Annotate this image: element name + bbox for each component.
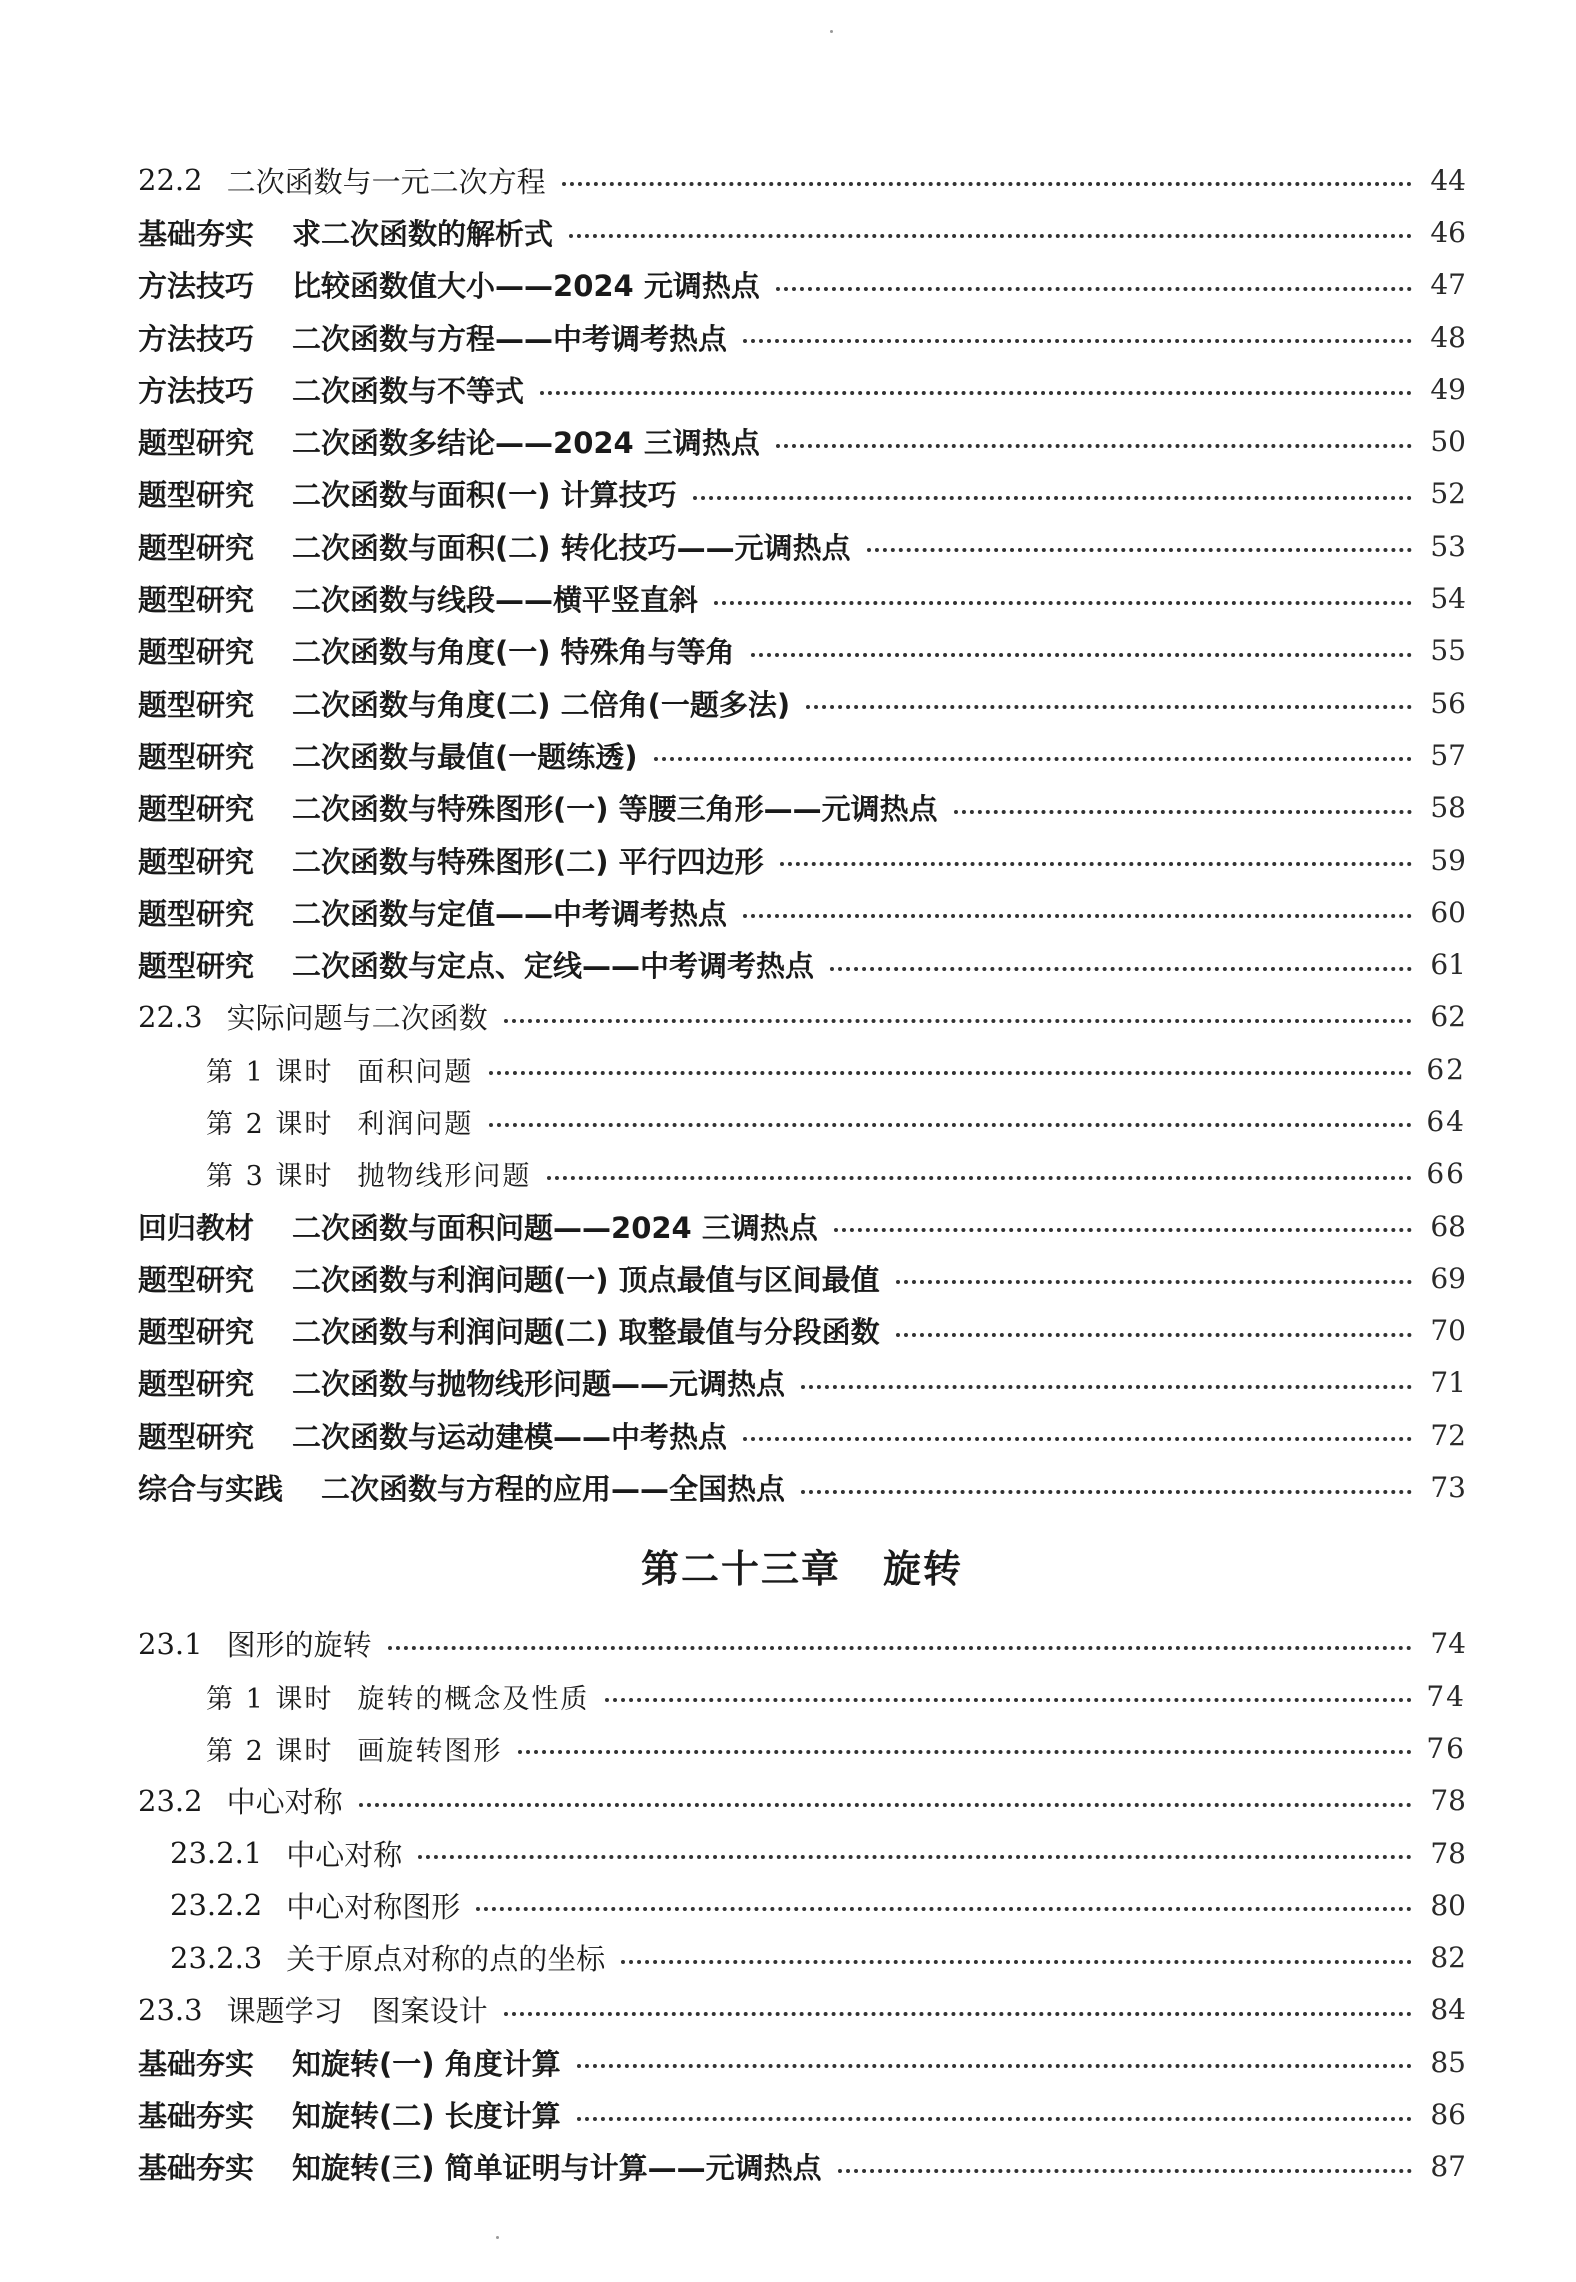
toc-entry-label: 22.3 <box>138 999 203 1034</box>
toc-entry-label: 方法技巧 <box>138 269 255 304</box>
toc-entry-page-number: 64 <box>1426 1104 1466 1138</box>
dot-leader <box>693 496 1412 500</box>
toc-entry-label: 综合与实践 <box>138 1472 284 1507</box>
toc-entry-label: 题型研究 <box>138 896 255 931</box>
table-of-contents <box>138 154 1466 2193</box>
toc-entry-page-number: 68 <box>1430 1209 1466 1243</box>
toc-entry-title: 关于原点对称的点的坐标 <box>286 1942 606 1977</box>
dot-leader <box>569 234 1412 238</box>
toc-entry-title: 二次函数与角度(二) 二倍角(一题多法) <box>292 687 791 722</box>
toc-entry-label: 方法技巧 <box>138 373 255 408</box>
toc-entry-label: 基础夯实 <box>138 2099 255 2134</box>
toc-entry-page-number: 44 <box>1430 163 1466 197</box>
dot-leader <box>388 1646 1412 1650</box>
toc-entry <box>138 834 1466 886</box>
toc-entry-title: 二次函数与定值——中考调考热点 <box>292 896 728 931</box>
toc-entry <box>138 154 1466 206</box>
toc-entry-page-number: 80 <box>1430 1888 1466 1922</box>
toc-entry-page-number: 62 <box>1430 1000 1466 1034</box>
toc-entry-label: 第 2 课时 <box>206 1735 334 1767</box>
dot-leader <box>418 1855 1412 1859</box>
toc-entry-label: 题型研究 <box>138 1419 255 1454</box>
toc-entry <box>138 1409 1466 1461</box>
toc-entry <box>138 886 1466 938</box>
toc-entry-page-number: 82 <box>1430 1941 1466 1975</box>
dot-leader <box>780 862 1412 866</box>
toc-entry-label: 23.2 <box>138 1783 203 1818</box>
toc-entry-label: 题型研究 <box>138 844 255 879</box>
toc-entry-label: 题型研究 <box>138 478 255 513</box>
toc-entry-page-number: 53 <box>1430 529 1466 563</box>
toc-entry-page-number: 56 <box>1430 686 1466 720</box>
dot-leader <box>751 653 1412 657</box>
toc-entry-label: 题型研究 <box>138 635 255 670</box>
dot-leader <box>504 2012 1412 2016</box>
dot-leader <box>896 1333 1412 1337</box>
toc-entry <box>138 1618 1466 1670</box>
toc-entry-title: 二次函数多结论——2024 三调热点 <box>292 426 760 461</box>
toc-entry-label: 23.2.1 <box>170 1836 263 1871</box>
toc-entry <box>138 1670 1466 1722</box>
toc-entry <box>138 2036 1466 2088</box>
dot-leader <box>540 391 1412 395</box>
toc-entry-page-number: 70 <box>1430 1314 1466 1348</box>
toc-entry-page-number: 69 <box>1430 1261 1466 1295</box>
toc-entry-title: 二次函数与面积(一) 计算技巧 <box>292 478 677 513</box>
toc-entry-page-number: 85 <box>1430 2045 1466 2079</box>
toc-entry-page-number: 47 <box>1430 268 1466 302</box>
toc-entry <box>138 677 1466 729</box>
dot-leader <box>954 810 1412 814</box>
dot-leader <box>776 444 1412 448</box>
toc-entry-title: 抛物线形问题 <box>357 1161 532 1193</box>
toc-entry-title: 二次函数与面积问题——2024 三调热点 <box>292 1210 818 1245</box>
dot-leader <box>359 1803 1412 1807</box>
dot-leader <box>518 1750 1412 1754</box>
toc-entry-label: 题型研究 <box>138 949 255 984</box>
dot-leader <box>562 182 1412 186</box>
toc-entry-label: 基础夯实 <box>138 2151 255 2186</box>
toc-entry-label: 23.1 <box>138 1626 203 1661</box>
dot-leader <box>476 1907 1412 1911</box>
dot-leader <box>489 1071 1412 1075</box>
toc-entry-label: 题型研究 <box>138 426 255 461</box>
toc-entry <box>138 311 1466 363</box>
toc-entry-page-number: 50 <box>1430 425 1466 459</box>
toc-entry-label: 题型研究 <box>138 687 255 722</box>
toc-entry-page-number: 71 <box>1430 1366 1466 1400</box>
toc-section-chapter-23 <box>138 1618 1466 2193</box>
scan-speck <box>830 30 833 33</box>
toc-entry-page-number: 61 <box>1430 948 1466 982</box>
toc-entry <box>138 938 1466 990</box>
toc-entry-page-number: 84 <box>1430 1993 1466 2027</box>
toc-entry <box>138 1722 1466 1774</box>
dot-leader <box>489 1123 1412 1127</box>
toc-entry-title: 中心对称 <box>226 1785 343 1820</box>
toc-entry-title: 图形的旋转 <box>226 1628 372 1663</box>
toc-section-chapter-22 <box>138 154 1466 1514</box>
dot-leader <box>577 2064 1412 2068</box>
toc-entry-title: 二次函数与利润问题(一) 顶点最值与区间最值 <box>292 1262 880 1297</box>
toc-entry-title: 面积问题 <box>357 1056 474 1088</box>
toc-entry-label: 23.2.2 <box>170 1888 263 1923</box>
toc-entry-page-number: 60 <box>1430 895 1466 929</box>
toc-entry-label: 方法技巧 <box>138 321 255 356</box>
toc-entry <box>138 2141 1466 2193</box>
toc-entry <box>138 1932 1466 1984</box>
toc-entry-label: 题型研究 <box>138 530 255 565</box>
toc-entry <box>138 572 1466 624</box>
dot-leader <box>776 287 1412 291</box>
toc-entry-label: 回归教材 <box>138 1210 255 1245</box>
toc-entry-title: 知旋转(一) 角度计算 <box>292 2046 561 2081</box>
toc-entry <box>138 2088 1466 2140</box>
dot-leader <box>654 757 1412 761</box>
scan-speck <box>496 2236 499 2239</box>
toc-entry-title: 二次函数与运动建模——中考热点 <box>292 1419 728 1454</box>
dot-leader <box>743 1437 1412 1441</box>
toc-entry <box>138 259 1466 311</box>
dot-leader <box>577 2117 1412 2121</box>
toc-entry <box>138 1775 1466 1827</box>
dot-leader <box>830 967 1412 971</box>
dot-leader <box>547 1176 1412 1180</box>
dot-leader <box>806 705 1412 709</box>
toc-entry <box>138 991 1466 1043</box>
toc-entry <box>138 782 1466 834</box>
toc-entry-label: 第 1 课时 <box>206 1056 334 1088</box>
toc-entry-page-number: 49 <box>1430 372 1466 406</box>
toc-entry <box>138 729 1466 781</box>
toc-entry <box>138 1148 1466 1200</box>
dot-leader <box>834 1228 1412 1232</box>
toc-entry-title: 二次函数与不等式 <box>292 373 525 408</box>
dot-leader <box>504 1019 1412 1023</box>
toc-entry-label: 23.3 <box>138 1992 203 2027</box>
dot-leader <box>621 1960 1412 1964</box>
toc-entry <box>138 468 1466 520</box>
toc-entry-label: 基础夯实 <box>138 2046 255 2081</box>
toc-entry-page-number: 76 <box>1426 1731 1466 1765</box>
toc-entry-page-number: 78 <box>1430 1784 1466 1818</box>
toc-entry <box>138 1252 1466 1304</box>
toc-entry-title: 二次函数与一元二次方程 <box>226 164 546 199</box>
toc-entry-title: 二次函数与抛物线形问题——元调热点 <box>292 1367 786 1402</box>
dot-leader <box>605 1698 1412 1702</box>
toc-entry-page-number: 78 <box>1430 1836 1466 1870</box>
dot-leader <box>801 1385 1412 1389</box>
toc-entry <box>138 363 1466 415</box>
dot-leader <box>867 548 1412 552</box>
toc-entry-page-number: 66 <box>1426 1157 1466 1191</box>
toc-entry-page-number: 57 <box>1430 738 1466 772</box>
toc-entry <box>138 1357 1466 1409</box>
toc-entry-title: 二次函数与方程——中考调考热点 <box>292 321 728 356</box>
toc-entry-page-number: 55 <box>1430 634 1466 668</box>
toc-entry-title: 二次函数与利润问题(二) 取整最值与分段函数 <box>292 1315 880 1350</box>
dot-leader <box>838 2169 1412 2173</box>
toc-entry-title: 二次函数与特殊图形(二) 平行四边形 <box>292 844 764 879</box>
toc-entry-title: 中心对称图形 <box>286 1889 461 1924</box>
toc-entry-title: 画旋转图形 <box>357 1735 503 1767</box>
toc-entry-title: 二次函数与特殊图形(一) 等腰三角形——元调热点 <box>292 792 938 827</box>
toc-entry-label: 第 2 课时 <box>206 1108 334 1140</box>
toc-entry <box>138 1461 1466 1513</box>
toc-entry-title: 实际问题与二次函数 <box>226 1001 488 1036</box>
toc-entry-title: 课题学习 图案设计 <box>226 1994 488 2029</box>
toc-entry-title: 二次函数与定点、定线——中考调考热点 <box>292 949 815 984</box>
toc-entry-label: 第 3 课时 <box>206 1161 334 1193</box>
chapter-heading <box>138 1514 1466 1618</box>
toc-entry-page-number: 54 <box>1430 582 1466 616</box>
toc-entry <box>138 1200 1466 1252</box>
toc-entry-title: 二次函数与方程的应用——全国热点 <box>321 1472 786 1507</box>
toc-entry-page-number: 52 <box>1430 477 1466 511</box>
dot-leader <box>743 339 1412 343</box>
toc-entry-label: 22.2 <box>138 163 203 198</box>
toc-entry-title: 中心对称 <box>286 1837 403 1872</box>
toc-entry-page-number: 73 <box>1430 1471 1466 1505</box>
toc-entry-title: 知旋转(二) 长度计算 <box>292 2099 561 2134</box>
toc-entry-label: 基础夯实 <box>138 216 255 251</box>
toc-entry-title: 比较函数值大小——2024 元调热点 <box>292 269 760 304</box>
toc-entry-page-number: 62 <box>1426 1052 1466 1086</box>
toc-entry-page-number: 46 <box>1430 215 1466 249</box>
toc-entry <box>138 1043 1466 1095</box>
toc-entry-label: 题型研究 <box>138 583 255 618</box>
toc-entry-title: 利润问题 <box>357 1108 474 1140</box>
toc-entry <box>138 625 1466 677</box>
toc-entry-label: 题型研究 <box>138 1262 255 1297</box>
toc-entry-page-number: 74 <box>1426 1679 1466 1713</box>
toc-entry-title: 二次函数与面积(二) 转化技巧——元调热点 <box>292 530 851 565</box>
chapter-number: 第二十三章 <box>640 1547 841 1592</box>
toc-entry-label: 题型研究 <box>138 1367 255 1402</box>
toc-entry-page-number: 59 <box>1430 843 1466 877</box>
dot-leader <box>801 1490 1412 1494</box>
toc-entry-page-number: 87 <box>1430 2150 1466 2184</box>
toc-entry-label: 第 1 课时 <box>206 1683 334 1715</box>
toc-entry-page-number: 58 <box>1430 791 1466 825</box>
toc-entry-title: 二次函数与线段——横平竖直斜 <box>292 583 699 618</box>
toc-entry-label: 23.2.3 <box>170 1940 263 1975</box>
toc-entry <box>138 1984 1466 2036</box>
toc-entry <box>138 206 1466 258</box>
toc-entry <box>138 1095 1466 1147</box>
dot-leader <box>896 1280 1412 1284</box>
dot-leader <box>714 601 1412 605</box>
chapter-name: 旋转 <box>883 1547 964 1592</box>
toc-entry-page-number: 48 <box>1430 320 1466 354</box>
toc-entry-title: 旋转的概念及性质 <box>357 1683 590 1715</box>
toc-entry-title: 求二次函数的解析式 <box>292 216 554 251</box>
toc-entry-page-number: 74 <box>1430 1627 1466 1661</box>
toc-entry-title: 二次函数与角度(一) 特殊角与等角 <box>292 635 735 670</box>
toc-entry <box>138 1827 1466 1879</box>
toc-entry-label: 题型研究 <box>138 739 255 774</box>
dot-leader <box>743 914 1412 918</box>
toc-entry <box>138 1305 1466 1357</box>
toc-entry <box>138 520 1466 572</box>
toc-entry-page-number: 72 <box>1430 1418 1466 1452</box>
toc-entry-title: 二次函数与最值(一题练透) <box>292 739 638 774</box>
toc-entry-label: 题型研究 <box>138 1315 255 1350</box>
toc-entry-page-number: 86 <box>1430 2098 1466 2132</box>
toc-entry-label: 题型研究 <box>138 792 255 827</box>
toc-entry <box>138 1879 1466 1931</box>
toc-entry <box>138 415 1466 467</box>
toc-entry-title: 知旋转(三) 简单证明与计算——元调热点 <box>292 2151 822 2186</box>
